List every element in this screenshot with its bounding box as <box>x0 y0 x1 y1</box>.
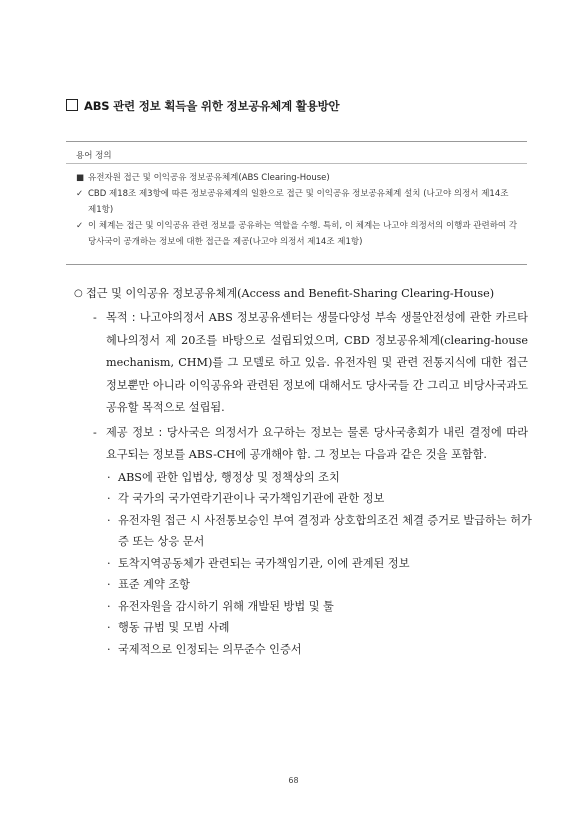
checkmark-icon: ✓ <box>76 189 84 199</box>
subsection-title-text: 접근 및 이익공유 정보공유체계(Access and Benefit-Sharing Clearing-House) <box>86 287 495 300</box>
definition-item <box>66 170 527 186</box>
purpose-paragraph <box>66 307 532 420</box>
checkmark-icon: ✓ <box>76 221 84 231</box>
list-item <box>66 467 532 489</box>
provision-paragraph <box>66 422 532 467</box>
list-item-text: 유전자원을 감시하기 위해 개발된 방법 및 툴 <box>118 599 334 613</box>
list-item-text: 국제적으로 인정되는 의무준수 인증서 <box>118 642 302 656</box>
definition-item <box>66 186 527 218</box>
definition-item-text: 유전자원 접근 및 이익공유 정보공유체계(ABS Clearing-House) <box>88 173 330 183</box>
definition-box <box>66 141 527 265</box>
list-item-text: 표준 계약 조항 <box>118 578 190 591</box>
page-number: 68 <box>288 776 299 785</box>
definition-item <box>66 218 527 250</box>
list-item-text: 행동 규범 및 모범 사례 <box>118 621 230 634</box>
dot-bullet: · <box>107 621 111 634</box>
dash-bullet: - <box>93 425 97 439</box>
dot-bullet: · <box>107 556 111 570</box>
dash-bullet: - <box>93 311 97 324</box>
section-heading <box>66 98 339 114</box>
list-item-text: 유전자원 접근 시 사전통보승인 부여 결정과 상호합의조건 체결 증거로 발급하는 허가증 또는 상응 문서 <box>118 513 532 548</box>
dot-bullet: · <box>107 470 111 484</box>
checkbox-square-icon <box>66 99 78 111</box>
definition-box-title: 용어 정의 <box>66 142 527 164</box>
main-content <box>66 283 532 660</box>
definition-list <box>66 164 527 250</box>
list-item-text: ABS에 관한 입법상, 행정상 및 정책상의 조치 <box>118 470 340 484</box>
dot-bullet: · <box>107 599 111 613</box>
list-item <box>66 596 532 618</box>
list-item <box>66 639 532 661</box>
list-item-text: 토착지역공동체가 관련되는 국가책임기관, 이에 관계된 정보 <box>118 556 410 570</box>
list-item <box>66 617 532 639</box>
list-item <box>66 553 532 575</box>
dot-bullet: · <box>107 513 111 527</box>
definition-item-text: 이 체계는 접근 및 이익공유 관련 정보를 공유하는 역할을 수행. 특히, 이 체계는 나고야 의정서의 이행과 관련하여 각 당사국이 공개하는 정보에 대한 접근을 제공(나고야 의정서 제14조 제1항) <box>88 221 518 247</box>
list-item <box>66 488 532 510</box>
square-bullet-icon: ■ <box>76 173 85 183</box>
circle-bullet-icon: ○ <box>74 288 83 299</box>
list-item-text: 각 국가의 국가연락기관이나 국가책임기관에 관한 정보 <box>118 492 385 505</box>
purpose-label: 목적 : <box>106 311 140 324</box>
dot-bullet: · <box>107 492 111 505</box>
subsection-title <box>66 283 532 305</box>
provision-text: 당사국은 의정서가 요구하는 정보는 물론 당사국총회가 내린 결정에 따라 요구되는 정보를 ABS-CH에 공개해야 함. 그 정보는 다음과 같은 것을 포함함. <box>106 425 529 461</box>
list-item <box>66 510 532 553</box>
list-item <box>66 574 532 596</box>
provision-label: 제공 정보 : <box>106 425 167 439</box>
definition-item-text: CBD 제18조 제3항에 따른 정보공유체계의 일환으로 접근 및 이익공유 정보공유체계 설치 (나고야 의정서 제14조 제1항) <box>88 189 509 215</box>
dot-bullet: · <box>107 578 111 591</box>
dot-bullet: · <box>107 642 111 656</box>
purpose-text: 나고야의정서 ABS 정보공유센터는 생물다양성 부속 생물안전성에 관한 카르타헤나의정서 제 20조를 바탕으로 설립되었으며, CBD 정보공유체계(clearing-house mechanism, CHM)를 그 모델로 하고 있음. 유전자원 및 관련 전통지식에 대한 접근 정보뿐만 아니라 이익공유와 관련된 정보에 대해서도 당사국들 간 그리고 비당사국과도 공유할 목적으로 설립됨. <box>106 311 528 414</box>
section-heading-text: ABS 관련 정보 획득을 위한 정보공유체계 활용방안 <box>84 99 340 113</box>
